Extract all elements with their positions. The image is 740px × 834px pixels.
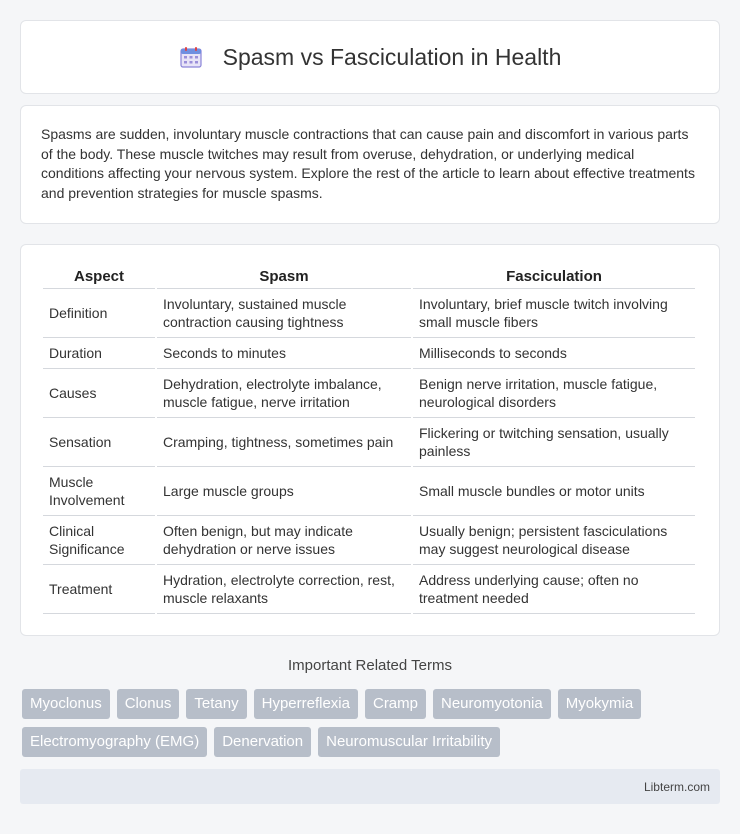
table-row [43, 338, 695, 369]
table-row [43, 516, 695, 565]
related-term-tag[interactable]: Myokymia [558, 689, 642, 719]
calendar-icon [179, 45, 203, 69]
table-cell: Duration [43, 338, 155, 369]
table-cell: Large muscle groups [157, 467, 411, 516]
related-term-tag[interactable]: Tetany [186, 689, 246, 719]
table-cell: Definition [43, 289, 155, 338]
table-row [43, 289, 695, 338]
table-cell: Clinical Significance [43, 516, 155, 565]
related-term-tag[interactable]: Electromyography (EMG) [22, 727, 207, 757]
related-term-tag[interactable]: Myoclonus [22, 689, 110, 719]
related-terms-title: Important Related Terms [288, 657, 452, 674]
table-row [43, 369, 695, 418]
page-title: Spasm vs Fasciculation in Health [222, 43, 562, 70]
table-cell: Treatment [43, 565, 155, 614]
table-cell: Benign nerve irritation, muscle fatigue, neurological disorders [413, 369, 695, 418]
column-header: Fasciculation [413, 265, 695, 289]
table-cell: Usually benign; persistent fasciculations may suggest neurological disease [413, 516, 695, 565]
table-row [43, 565, 695, 614]
table-cell: Often benign, but may indicate dehydration or nerve issues [157, 516, 411, 565]
table-cell: Address underlying cause; often no treatment needed [413, 565, 695, 614]
table-cell: Cramping, tightness, sometimes pain [157, 418, 411, 467]
comparison-table [41, 265, 697, 614]
intro-card [20, 105, 720, 224]
table-cell: Milliseconds to seconds [413, 338, 695, 369]
related-term-tag[interactable]: Clonus [117, 689, 180, 719]
header-card [20, 20, 720, 94]
table-cell: Dehydration, electrolyte imbalance, muscle fatigue, nerve irritation [157, 369, 411, 418]
table-row [43, 418, 695, 467]
table-cell: Flickering or twitching sensation, usually painless [413, 418, 695, 467]
table-cell: Muscle Involvement [43, 467, 155, 516]
related-term-tag[interactable]: Cramp [365, 689, 426, 719]
footer [20, 769, 720, 804]
footer-link[interactable]: Libterm.com [643, 780, 710, 794]
intro-text: Spasms are sudden, involuntary muscle contractions that can cause pain and discomfort in various parts of the body. These muscle twitches may result from overuse, dehydration, or underlying medical conditions affecting your nervous system. Explore the rest of the article to learn about effective treatments and prevention strategies for muscle spasms. [41, 126, 695, 201]
table-cell: Seconds to minutes [157, 338, 411, 369]
table-cell: Sensation [43, 418, 155, 467]
column-header: Aspect [43, 265, 155, 289]
table-cell: Hydration, electrolyte correction, rest, muscle relaxants [157, 565, 411, 614]
table-cell: Involuntary, brief muscle twitch involving small muscle fibers [413, 289, 695, 338]
table-cell: Involuntary, sustained muscle contraction causing tightness [157, 289, 411, 338]
table-cell: Causes [43, 369, 155, 418]
table-row [43, 467, 695, 516]
related-term-tag[interactable]: Denervation [214, 727, 311, 757]
related-term-tag[interactable]: Neuromuscular Irritability [318, 727, 500, 757]
column-header: Spasm [157, 265, 411, 289]
table-cell: Small muscle bundles or motor units [413, 467, 695, 516]
related-term-tag[interactable]: Neuromyotonia [433, 689, 551, 719]
table-header-row [43, 265, 695, 289]
related-term-tag[interactable]: Hyperreflexia [254, 689, 358, 719]
related-terms-list [22, 689, 722, 757]
comparison-table-card [20, 244, 720, 636]
